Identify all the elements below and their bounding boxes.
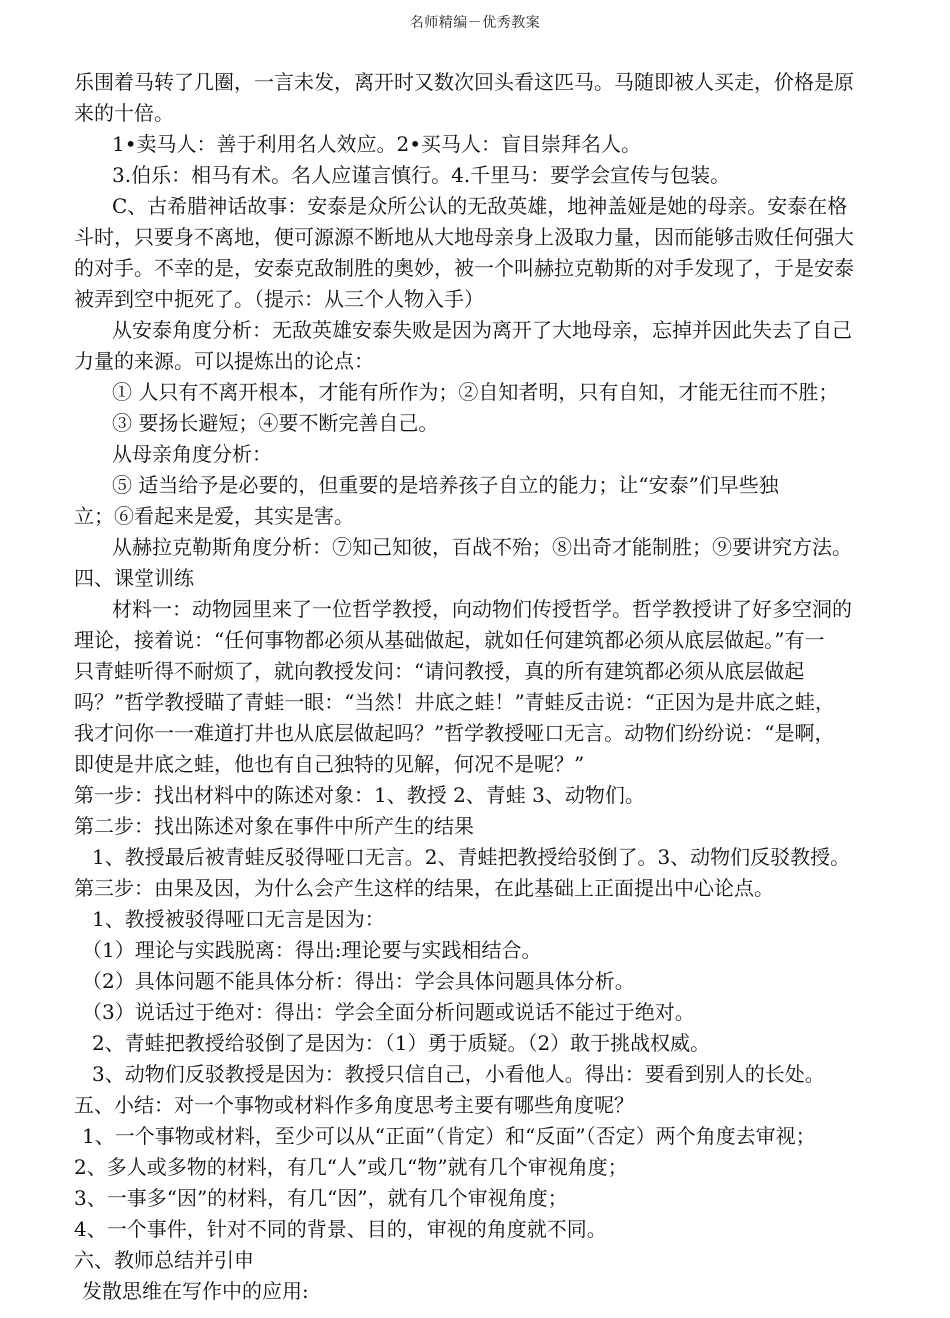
text-line-3: 1•卖马人：善于利用名人效应。2•买马人：盲目崇拜名人。 bbox=[112, 132, 642, 156]
text-line-37: 3、一事多“因”的材料，有几“因”，就有几个审视角度； bbox=[74, 1186, 568, 1210]
text-line-26: 1、教授最后被青蛙反驳得哑口无言。2、青蛙把教授给驳倒了。3、动物们反驳教授。 bbox=[92, 845, 851, 869]
text-line-21: 吗？”哲学教授瞄了青蛙一眼：“当然！井底之蛙！”青蛙反击说：“正因为是井底之蛙， bbox=[74, 690, 835, 714]
text-line-5: C、古希腊神话故事：安泰是众所公认的无敌英雄，地神盖娅是她的母亲。安泰在格 bbox=[112, 194, 848, 218]
text-line-29: （1）理论与实践脱离：得出:理论要与实践相结合。 bbox=[82, 938, 542, 962]
text-line-35: 1、一个事物或材料，至少可以从“正面”（肯定）和“反面”（否定）两个角度去审视； bbox=[82, 1124, 816, 1148]
text-line-13: 从母亲角度分析： bbox=[112, 442, 272, 466]
text-line-38: 4、一个事件，针对不同的背景、目的，审视的角度就不同。 bbox=[74, 1217, 607, 1241]
text-line-1: 乐围着马转了几圈，一言未发，离开时又数次回头看这匹马。马随即被人买走，价格是原 bbox=[74, 70, 854, 94]
text-line-12: ③ 要扬长避短；④要不断完善自己。 bbox=[112, 411, 439, 435]
text-line-10: 力量的来源。可以提炼出的论点： bbox=[74, 349, 374, 373]
text-line-9: 从安泰角度分析：无敌英雄安泰失败是因为离开了大地母亲，忘掉并因此失去了自己 bbox=[112, 318, 852, 342]
section-heading-5: 五、小结：对一个事物或材料作多角度思考主要有哪些角度呢？ bbox=[74, 1093, 634, 1117]
text-line-7: 的对手。不幸的是，安泰克敌制胜的奥妙，被一个叫赫拉克勒斯的对手发现了，于是安泰 bbox=[74, 256, 854, 280]
page-header: 名师精编－优秀教案 bbox=[409, 15, 541, 31]
section-heading-6: 六、教师总结并引申 bbox=[74, 1248, 254, 1272]
text-line-19: 理论，接着说：“任何事物都必须从基础做起，就如任何建筑都必须从底层做起。”有一 bbox=[74, 628, 825, 652]
text-line-6: 斗时，只要身不离地，便可源源不断地从大地母亲身上汲取力量，因而能够击败任何强大 bbox=[74, 225, 854, 249]
text-line-31: （3）说话过于绝对：得出：学会全面分析问题或说话不能过于绝对。 bbox=[82, 1000, 695, 1024]
text-line-32: 2、青蛙把教授给驳倒了是因为：（1）勇于质疑。（2）敢于挑战权威。 bbox=[92, 1031, 711, 1055]
text-line-8: 被弄到空中扼死了。（提示：从三个人物入手） bbox=[74, 287, 484, 311]
text-line-22: 我才问你一一难道打井也从底层做起吗？”哲学教授哑口无言。动物们纷纷说：“是啊， bbox=[74, 721, 835, 745]
text-line-20: 只青蛙听得不耐烦了，就向教授发问：“请问教授，真的所有建筑都必须从底层做起 bbox=[74, 659, 805, 683]
text-line-27: 第三步：由果及因，为什么会产生这样的结果，在此基础上正面提出中心论点。 bbox=[74, 876, 774, 900]
text-line-18: 材料一：动物园里来了一位哲学教授，向动物们传授哲学。哲学教授讲了好多空洞的 bbox=[112, 597, 852, 621]
text-line-14: ⑤ 适当给予是必要的，但重要的是培养孩子自立的能力；让“安泰”们早些独 bbox=[112, 473, 779, 497]
text-line-23: 即使是井底之蛙，他也有自己独特的见解，何况不是呢？” bbox=[74, 752, 585, 776]
text-line-30: （2）具体问题不能具体分析：得出：学会具体问题具体分析。 bbox=[82, 969, 635, 993]
text-line-4: 3.伯乐：相马有术。名人应谨言慎行。4.千里马：要学会宣传与包装。 bbox=[112, 163, 731, 187]
text-line-36: 2、多人或多物的材料，有几“人”或几“物”就有几个审视角度； bbox=[74, 1155, 628, 1179]
text-line-40: 发散思维在写作中的应用: bbox=[82, 1279, 309, 1303]
text-line-16: 从赫拉克勒斯角度分析：⑦知己知彼，百战不殆；⑧出奇才能制胜；⑨要讲究方法。 bbox=[112, 535, 852, 559]
text-line-2: 来的十倍。 bbox=[74, 101, 174, 125]
text-line-11: ① 人只有不离开根本，才能有所作为；②自知者明，只有自知，才能无往而不胜； bbox=[112, 380, 839, 404]
text-line-24: 第一步：找出材料中的陈述对象：1、教授 2、青蛙 3、动物们。 bbox=[74, 783, 645, 807]
text-line-33: 3、动物们反驳教授是因为：教授只信自己，小看他人。得出：要看到别人的长处。 bbox=[92, 1062, 825, 1086]
text-line-28: 1、教授被驳得哑口无言是因为： bbox=[92, 907, 385, 931]
text-line-15: 立；⑥看起来是爱，其实是害。 bbox=[74, 504, 354, 528]
section-heading-4: 四、课堂训练 bbox=[74, 566, 194, 590]
text-line-25: 第二步：找出陈述对象在事件中所产生的结果 bbox=[74, 814, 474, 838]
